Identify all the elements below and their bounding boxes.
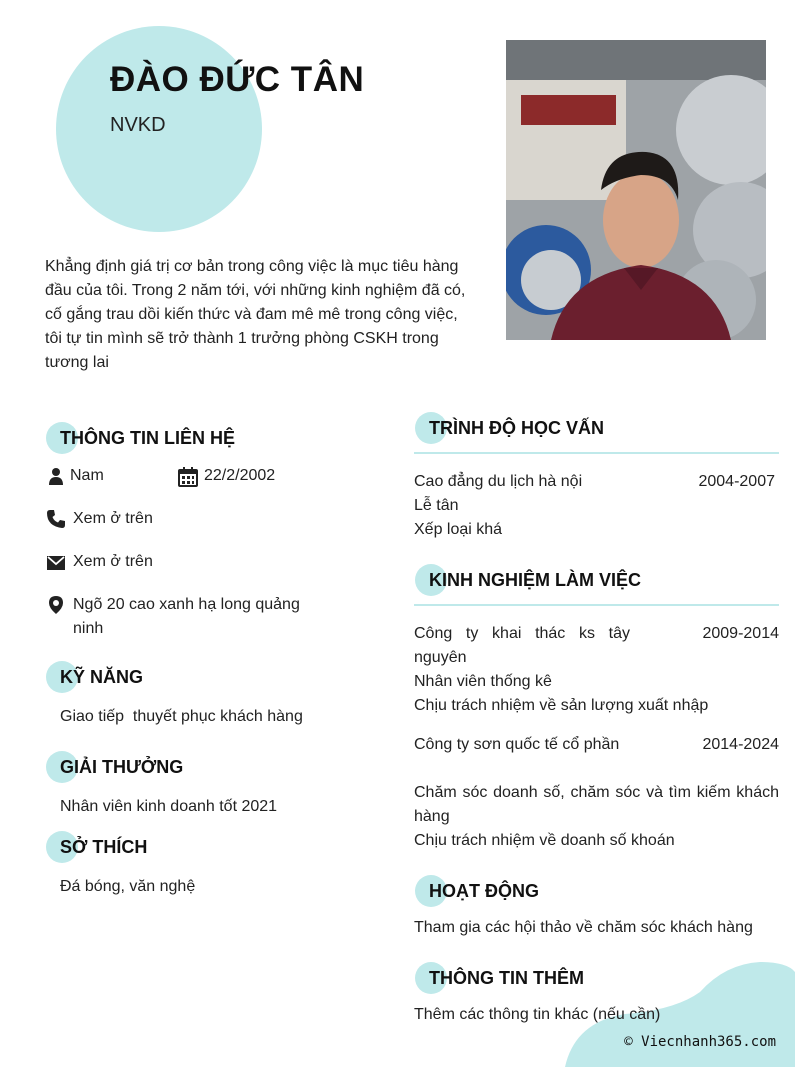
gender-value: Nam — [70, 467, 104, 484]
profile-photo — [506, 40, 766, 340]
extra-title: THÔNG TIN THÊM — [429, 968, 584, 988]
extra-text: Thêm các thông tin khác (nếu cần) — [414, 1006, 661, 1023]
mail-icon — [46, 553, 66, 573]
phone-icon — [46, 509, 66, 529]
phone-value: Xem ở trên — [73, 510, 153, 527]
job-role: Chăm sóc doanh số, chăm sóc và tìm kiếm khách hàng — [414, 784, 779, 825]
candidate-position: NVKD — [110, 114, 166, 136]
career-objective: Khẳng định giá trị cơ bản trong công việc là mục tiêu hàng đầu của tôi. Trong 2 năm tới, với những kinh nghiệm đã có, cố gắng trau dồi kiến thức và đam mê mê trong công việc, tôi tự tin mình sẽ trở thành 1 trưởng phòng CSKH trong tương lai — [45, 258, 466, 371]
job-period: 2014-2024 — [702, 736, 779, 753]
calendar-icon — [178, 467, 198, 487]
education-school: Cao đẳng du lịch hà nội — [414, 473, 583, 490]
hobbies-title: SỞ THÍCH — [60, 837, 148, 857]
contact-title: THÔNG TIN LIÊN HỆ — [60, 428, 235, 448]
footer-credit: © Viecnhanh365.com — [624, 1034, 776, 1050]
job-period: 2009-2014 — [702, 625, 779, 642]
job-company: Công ty khai thác ks tây nguyên — [414, 625, 630, 666]
hobbies-text: Đá bóng, văn nghệ — [60, 878, 196, 895]
activities-title: HOẠT ĐỘNG — [429, 881, 539, 901]
job-description: Chịu trách nhiệm về doanh số khoán — [414, 832, 675, 849]
education-period: 2004-2007 — [698, 473, 775, 490]
awards-text: Nhân viên kinh doanh tốt 2021 — [60, 798, 278, 815]
experience-title: KINH NGHIỆM LÀM VIỆC — [429, 570, 642, 590]
job-role: Nhân viên thống kê — [414, 673, 552, 690]
skills-text: Giao tiếp thuyết phục khách hàng — [60, 708, 303, 725]
job-company: Công ty sơn quốc tế cổ phần — [414, 736, 620, 753]
education-grade: Xếp loại khá — [414, 521, 503, 538]
skills-title: KỸ NĂNG — [60, 667, 144, 687]
address-value: Ngõ 20 cao xanh hạ long quảng ninh — [73, 596, 300, 637]
experience-divider — [414, 604, 779, 606]
activities-text: Tham gia các hội thảo về chăm sóc khách hàng — [414, 919, 753, 936]
education-divider — [414, 452, 779, 454]
location-pin-icon — [46, 595, 66, 615]
job-description: Chịu trách nhiệm về sản lượng xuất nhập — [414, 697, 709, 714]
birthday-value: 22/2/2002 — [204, 467, 276, 484]
education-title: TRÌNH ĐỘ HỌC VẤN — [429, 418, 604, 438]
person-icon — [46, 466, 66, 486]
candidate-name: ĐÀO ĐỨC TÂN — [110, 60, 365, 99]
email-value: Xem ở trên — [73, 553, 153, 570]
education-major: Lễ tân — [414, 497, 459, 514]
awards-title: GIẢI THƯỞNG — [60, 757, 184, 777]
